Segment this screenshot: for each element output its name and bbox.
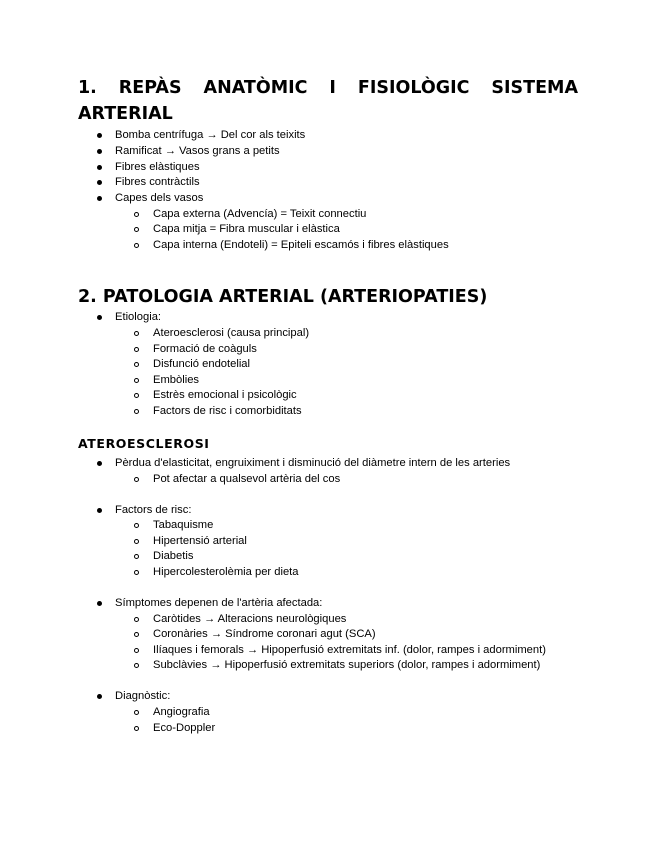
list-item: Pèrdua d'elasticitat, engruiximent i disminució del diàmetre intern de les arteries [115, 457, 511, 469]
bullet-dot [97, 315, 102, 320]
bullet-circle [134, 648, 139, 653]
sub-list-item: Embòlies [153, 374, 200, 386]
sub-list-item: Hipertensió arterial [153, 535, 247, 547]
sub-list-item: Factors de risc i comorbiditats [153, 405, 302, 417]
list-item: Capes dels vasos [115, 192, 204, 204]
bullet-circle [134, 347, 139, 352]
bullet-dot [97, 196, 102, 201]
sub-list-item: Estrès emocional i psicològic [153, 389, 297, 401]
list-item: Etiologia: [115, 311, 162, 323]
list-item: Símptomes depenen de l'artèria afectada: [115, 597, 323, 609]
sub-list-item: Angiografia [153, 706, 210, 718]
sub-list-item: Capa interna (Endoteli) = Epiteli escamós i fibres elàstiques [153, 239, 449, 251]
bullet-circle [134, 362, 139, 367]
bullet-circle [134, 212, 139, 217]
sub-list-item: Ilíaques i femorals → Hipoperfusió extremitats inf. (dolor, rampes i adormiment) [153, 644, 546, 656]
bullet-circle [134, 726, 139, 731]
bullet-dot [97, 133, 102, 138]
bullet-dot [97, 149, 102, 154]
sub-list-item: Ateroesclerosi (causa principal) [153, 327, 310, 339]
sub-list-item: Formació de coàguls [153, 343, 257, 355]
bullet-circle [134, 378, 139, 383]
sub-list-item: Subclàvies → Hipoperfusió extremitats superiors (dolor, rampes i adormiment) [153, 659, 541, 671]
sub-list-item: Capa mitja = Fibra muscular i elàstica [153, 223, 340, 235]
bullet-circle [134, 331, 139, 336]
sub-list-item: Hipercolesterolèmia per dieta [153, 566, 299, 578]
bullet-dot [97, 694, 102, 699]
bullet-circle [134, 523, 139, 528]
bullet-circle [134, 477, 139, 482]
bullet-circle [134, 570, 139, 575]
bullet-circle [134, 710, 139, 715]
bullet-dot [97, 461, 102, 466]
sub-list-item: Caròtides → Alteracions neurològiques [153, 613, 347, 625]
bullet-circle [134, 617, 139, 622]
list-item: Diagnòstic: [115, 690, 171, 702]
bullet-circle [134, 393, 139, 398]
list-item: Fibres contràctils [115, 176, 200, 188]
sub-list-item: Coronàries → Síndrome coronari agut (SCA) [153, 628, 376, 640]
list-item: Fibres elàstiques [115, 161, 200, 173]
list-item: Factors de risc: [115, 504, 192, 516]
bullet-circle [134, 554, 139, 559]
bullet-circle [134, 243, 139, 248]
sub-list-item: Diabetis [153, 550, 194, 562]
sub-list-item: Eco-Doppler [153, 722, 216, 734]
bullet-circle [134, 663, 139, 668]
bullet-dot [97, 508, 102, 513]
bullet-circle [134, 632, 139, 637]
sub-list-item: Pot afectar a qualsevol artèria del cos [153, 473, 341, 485]
bullet-circle [134, 227, 139, 232]
bullet-dot [97, 180, 102, 185]
section-2-heading: 2. PATOLOGIA ARTERIAL (ARTERIOPATIES) [78, 287, 488, 307]
section-1-heading: 1. REPÀS ANATÒMIC I FISIOLÒGIC SISTEMA ARTERIAL [78, 78, 578, 124]
list-item: Bomba centrífuga → Del cor als teixits [115, 129, 306, 141]
sub-list-item: Capa externa (Advencía) = Teixit connectiu [153, 208, 367, 220]
list-item: Ramificat → Vasos grans a petits [115, 145, 280, 157]
bullet-circle [134, 409, 139, 414]
ateroesclerosi-heading: ATEROESCLEROSI [78, 436, 210, 451]
bullet-circle [134, 539, 139, 544]
sub-list-item: Disfunció endotelial [153, 358, 251, 370]
bullet-dot [97, 601, 102, 606]
bullet-dot [97, 165, 102, 170]
sub-list-item: Tabaquisme [153, 519, 214, 531]
